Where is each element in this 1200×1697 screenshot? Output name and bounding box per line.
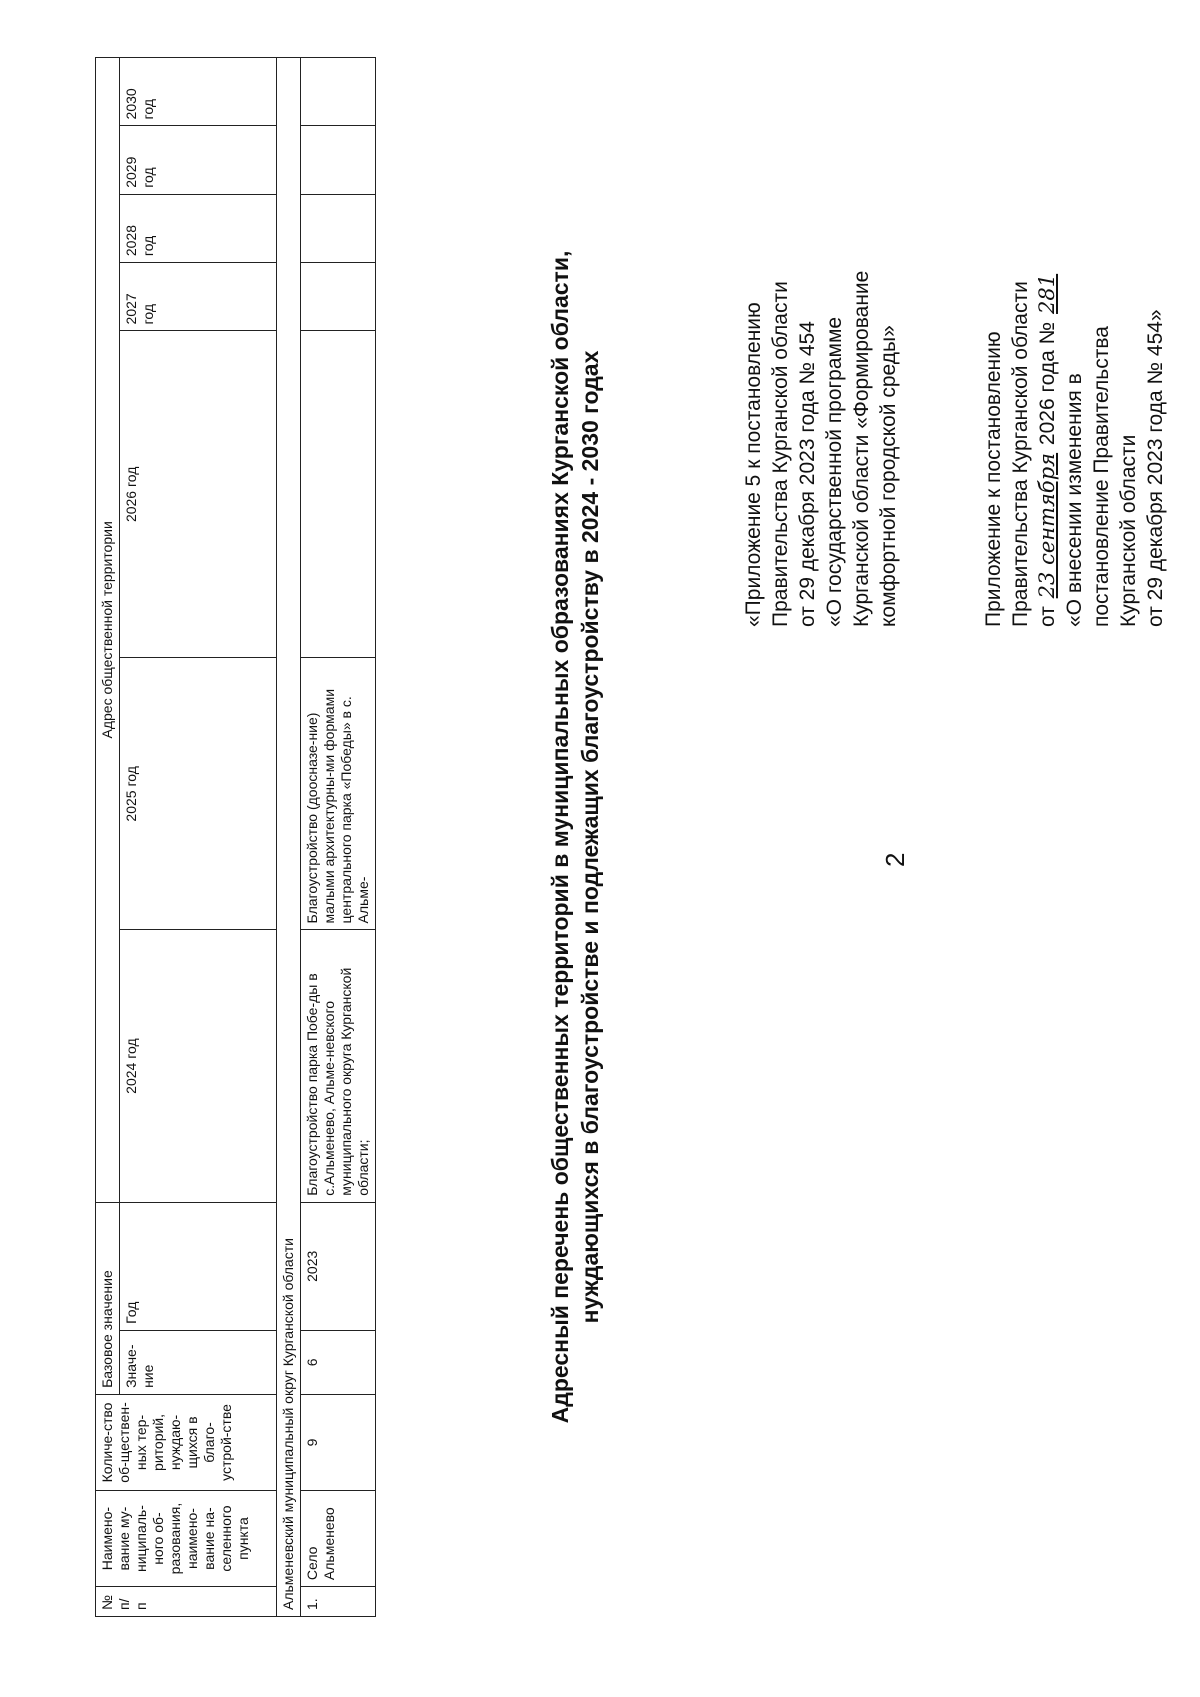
section-row — [277, 58, 301, 1617]
appendix-line: комфортной городской среды» — [877, 325, 900, 627]
cell-name: Село Альменево — [301, 1491, 376, 1587]
header-year-2029: 2029 год — [120, 126, 277, 194]
header-base-value-year: Год — [120, 1202, 277, 1330]
appendix-date-line — [1034, 27, 1061, 627]
header-municipality: Наимено-вание му-ниципаль-ного об-разования, наимено-вание на-селенного пункта — [96, 1491, 277, 1587]
title-line-1: Адресный перечень общественных территорий в муниципальных образованиях Курганской области, — [547, 250, 573, 1424]
header-num: № п/п — [96, 1587, 277, 1617]
cell-2028 — [301, 194, 376, 262]
cell-count: 9 — [301, 1394, 376, 1490]
header-address: Адрес общественной территории — [96, 58, 120, 1203]
appendix-line: Курганской области «Формирование — [850, 270, 873, 627]
appendix-line: «О внесении изменения в — [1063, 373, 1086, 627]
date-prefix: от — [1036, 606, 1059, 627]
cell-num: 1. — [301, 1587, 376, 1617]
header-year-2030: 2030 год — [120, 58, 277, 126]
header-year-2024: 2024 год — [120, 930, 277, 1202]
cell-2025: Благоустройство (доосназе-ние) малыми архитектурны-ми формами центрального парка «Победы» в с. Альме- — [301, 658, 376, 930]
appendix-line: от 29 декабря 2023 года № 454» — [1144, 309, 1167, 627]
appendix-header-original — [740, 27, 902, 627]
handwritten-number: 281 — [1035, 273, 1059, 314]
appendix-line: Правительства Курганской области — [769, 281, 792, 627]
appendix-line: от 29 декабря 2023 года № 454 — [796, 321, 819, 627]
cell-value: 6 — [301, 1330, 376, 1394]
appendix-header-amendment — [980, 27, 1169, 627]
header-year-2025: 2025 год — [120, 658, 277, 930]
header-year-2026: 2026 год — [120, 331, 277, 658]
section-municipality: Альменевский муниципальный округ Курганской области — [277, 58, 301, 1617]
cell-2024: Благоустройство парка Побе-ды в с.Альменево, Альме-невского муниципального округа Курганской области; — [301, 930, 376, 1202]
cell-year: 2023 — [301, 1202, 376, 1330]
header-row-top — [96, 58, 120, 1617]
header-year-2027: 2027 год — [120, 263, 277, 331]
cell-2026 — [301, 331, 376, 658]
header-base-value-value: Значе-ние — [120, 1330, 277, 1394]
cell-2027 — [301, 263, 376, 331]
cell-2030 — [301, 58, 376, 126]
date-middle: 2026 года № — [1036, 321, 1059, 446]
header-row-bottom — [120, 58, 277, 1617]
document-title — [545, 57, 605, 1617]
appendix-line: Приложение к постановлению — [982, 331, 1005, 627]
header-year-2028: 2028 год — [120, 194, 277, 262]
appendix-line: «О государственной программе — [823, 316, 846, 627]
handwritten-date: 23 сентября — [1035, 452, 1059, 599]
cell-2029 — [301, 126, 376, 194]
title-line-2: нуждающихся в благоустройстве и подлежащих благоустройству в 2024 - 2030 годах — [577, 350, 603, 1324]
table-row — [301, 58, 376, 1617]
appendix-line: постановление Правительства — [1090, 326, 1113, 627]
header-base-value: Базовое значение — [96, 1202, 120, 1394]
page-number: 2 — [880, 852, 910, 867]
appendix-line: Курганской области — [1117, 434, 1140, 627]
appendix-line: «Приложение 5 к постановлению — [742, 302, 765, 627]
territories-table — [95, 57, 376, 1617]
appendix-line: Правительства Курганской области — [1009, 281, 1032, 627]
header-count: Количе-ство об-ществен-ных тер-риторий, нуждаю-щихся в благо-устрой-стве — [96, 1394, 277, 1490]
